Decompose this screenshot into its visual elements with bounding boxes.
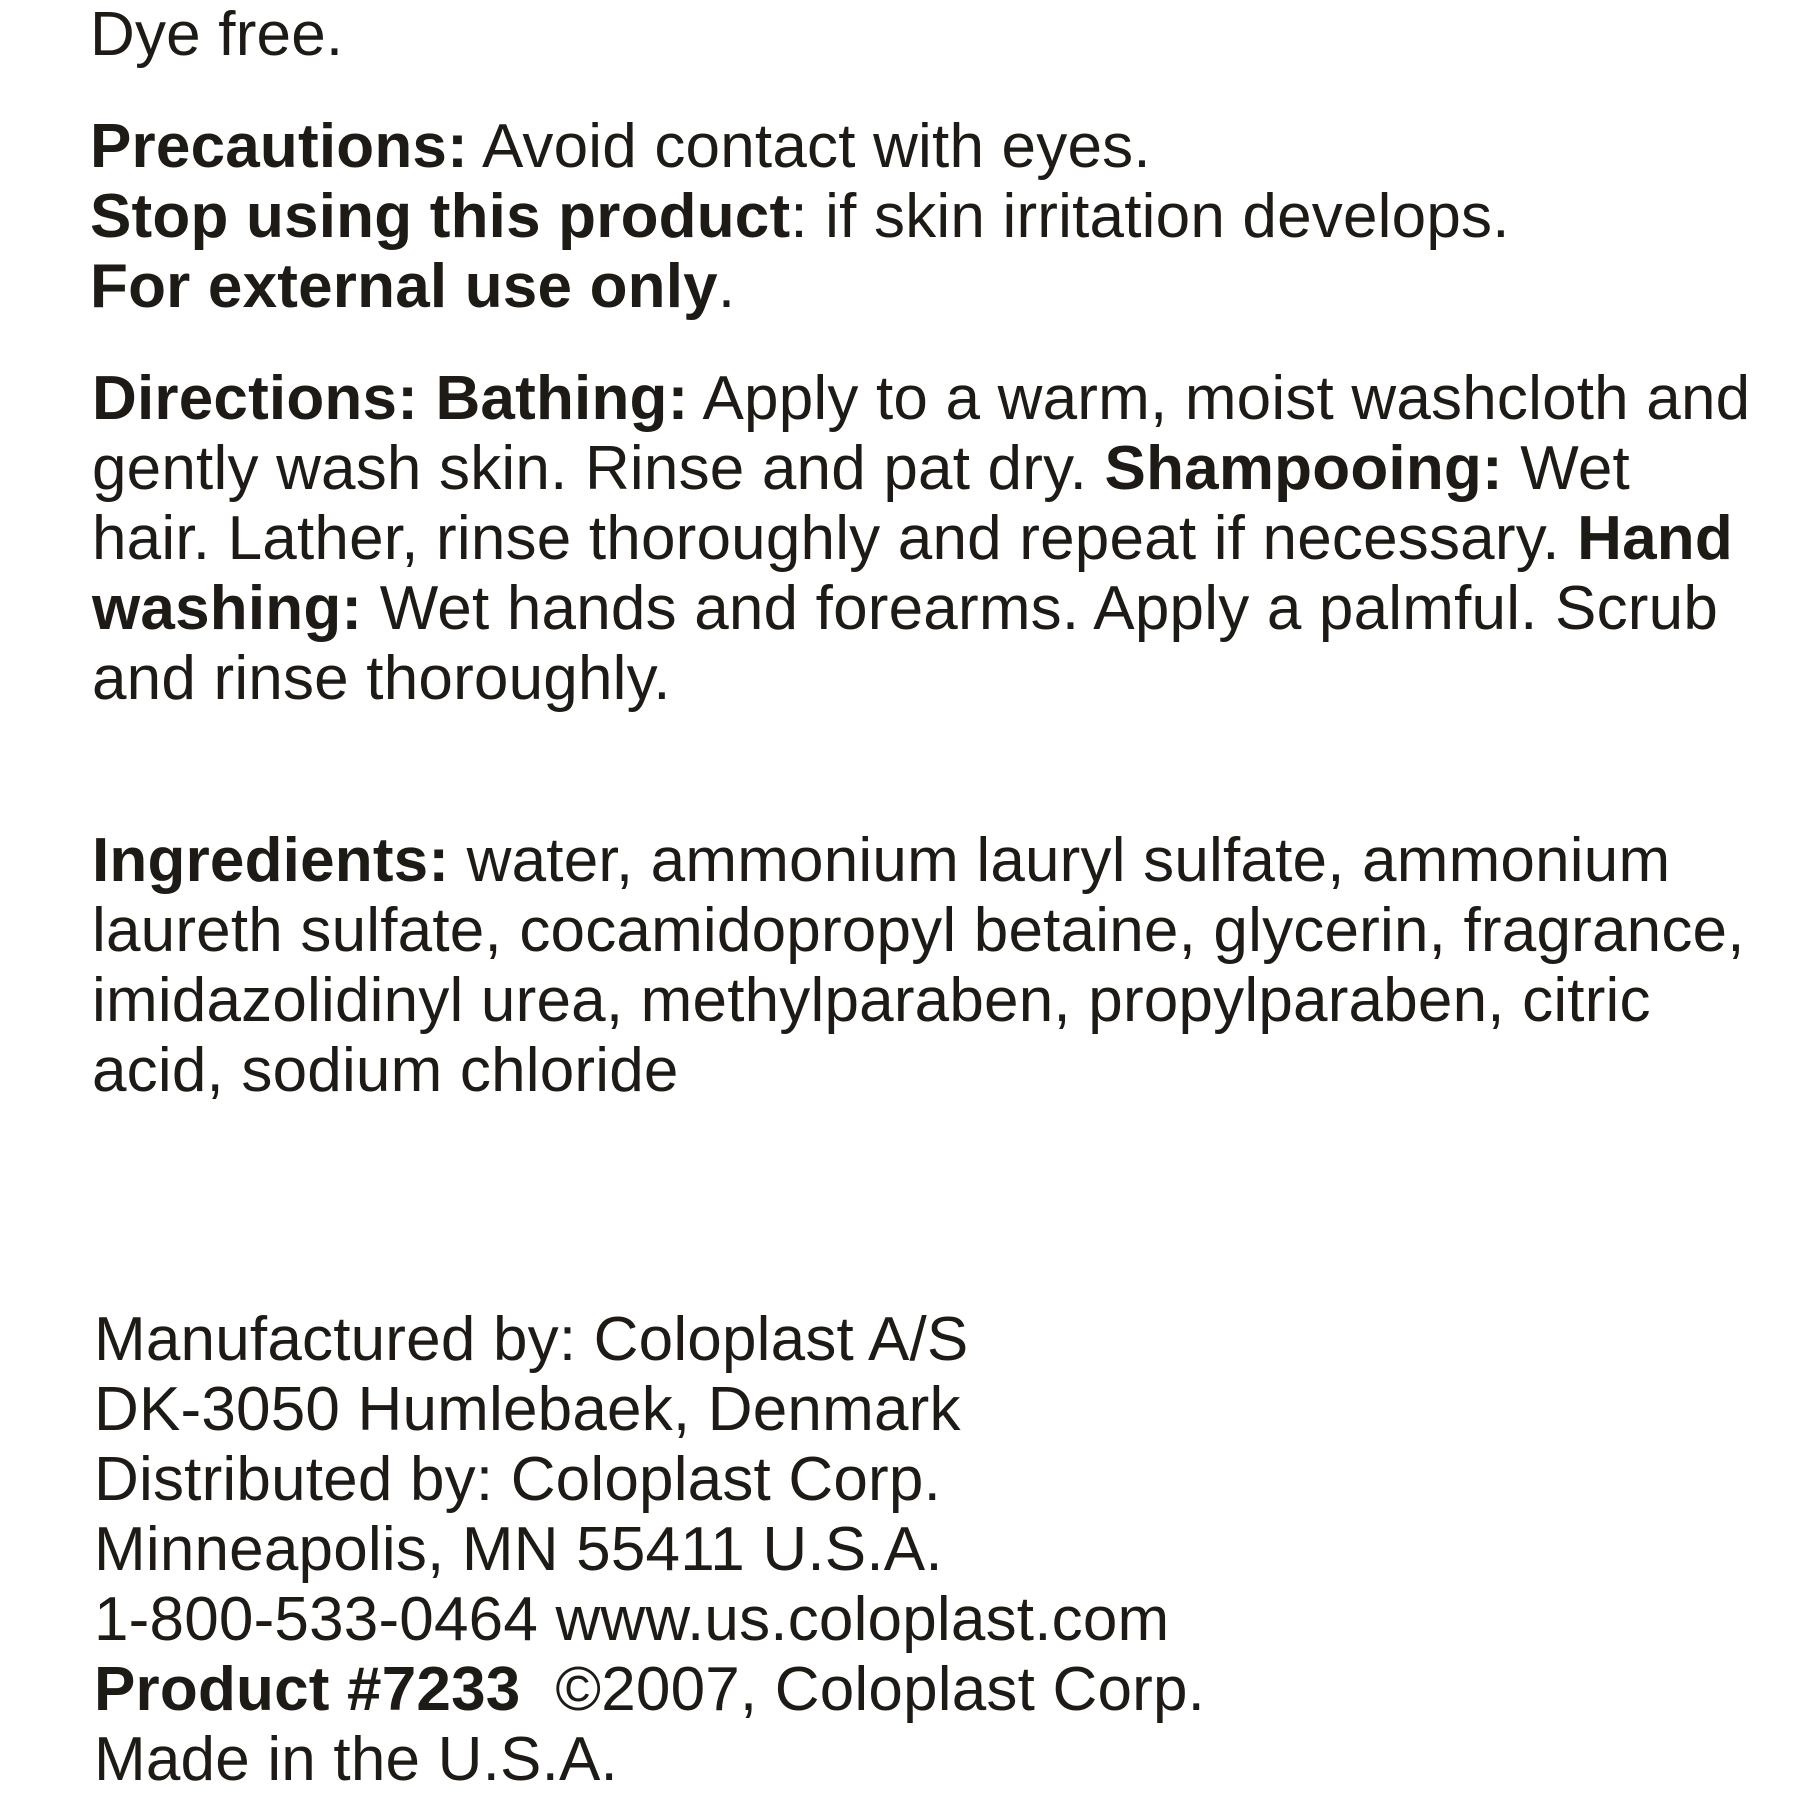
hand-washing-heading: Hand washing: [92, 504, 1733, 643]
precautions-line [90, 112, 1510, 182]
distributor-line-1: Distributed by: Coloplast Corp. [94, 1445, 942, 1514]
external-use-line [90, 252, 1510, 322]
shampooing-heading: Shampooing: [1104, 434, 1503, 503]
ingredients-heading: Ingredients: [92, 826, 450, 895]
stop-using-heading: Stop using this product [90, 182, 791, 251]
directions-heading: Directions: Bathing: [92, 364, 689, 433]
manufacturer-line-2: DK-3050 Humlebaek, Denmark [94, 1375, 961, 1444]
precautions-section [90, 112, 1510, 322]
product-number-line [94, 1655, 1205, 1725]
precautions-text: Avoid contact with eyes. [467, 112, 1151, 181]
ingredients-text: water, ammonium lauryl sulfate, ammonium laureth sulfate, cocamidopropyl betaine, glycerin, fragrance, imidazolidinyl urea, methylparaben, propylparaben, citric acid, sodium chloride [92, 826, 1745, 1105]
distributor-line-2: Minneapolis, MN 55411 U.S.A. [94, 1515, 943, 1584]
precautions-heading: Precautions: [90, 112, 468, 181]
copyright-text: ©2007, Coloplast Corp. [520, 1655, 1206, 1724]
external-use-heading: For external use only [90, 252, 718, 321]
contact-line: 1-800-533-0464 www.us.coloplast.com [94, 1585, 1170, 1654]
product-number-heading: Product #7233 [94, 1655, 521, 1724]
ingredients-section [92, 826, 1772, 1106]
manufacturer-section [94, 1305, 1205, 1795]
directions-section [92, 364, 1752, 714]
external-use-end: . [717, 252, 736, 321]
hand-washing-text: Wet hands and forearms. Apply a palmful. Scrub and rinse thoroughly. [92, 574, 1719, 713]
stop-using-line [90, 182, 1510, 252]
bathing-text: Apply to a warm, moist washcloth and gently wash skin. Rinse and pat dry. [92, 364, 1751, 503]
shampooing-text: Wet hair. Lather, rinse thoroughly and repeat if necessary. [92, 434, 1630, 573]
stop-using-text: : if skin irritation develops. [790, 182, 1510, 251]
dye-free-note: Dye free. [90, 0, 344, 69]
manufacturer-line-1: Manufactured by: Coloplast A/S [94, 1305, 969, 1374]
made-in-line: Made in the U.S.A. [94, 1725, 618, 1794]
